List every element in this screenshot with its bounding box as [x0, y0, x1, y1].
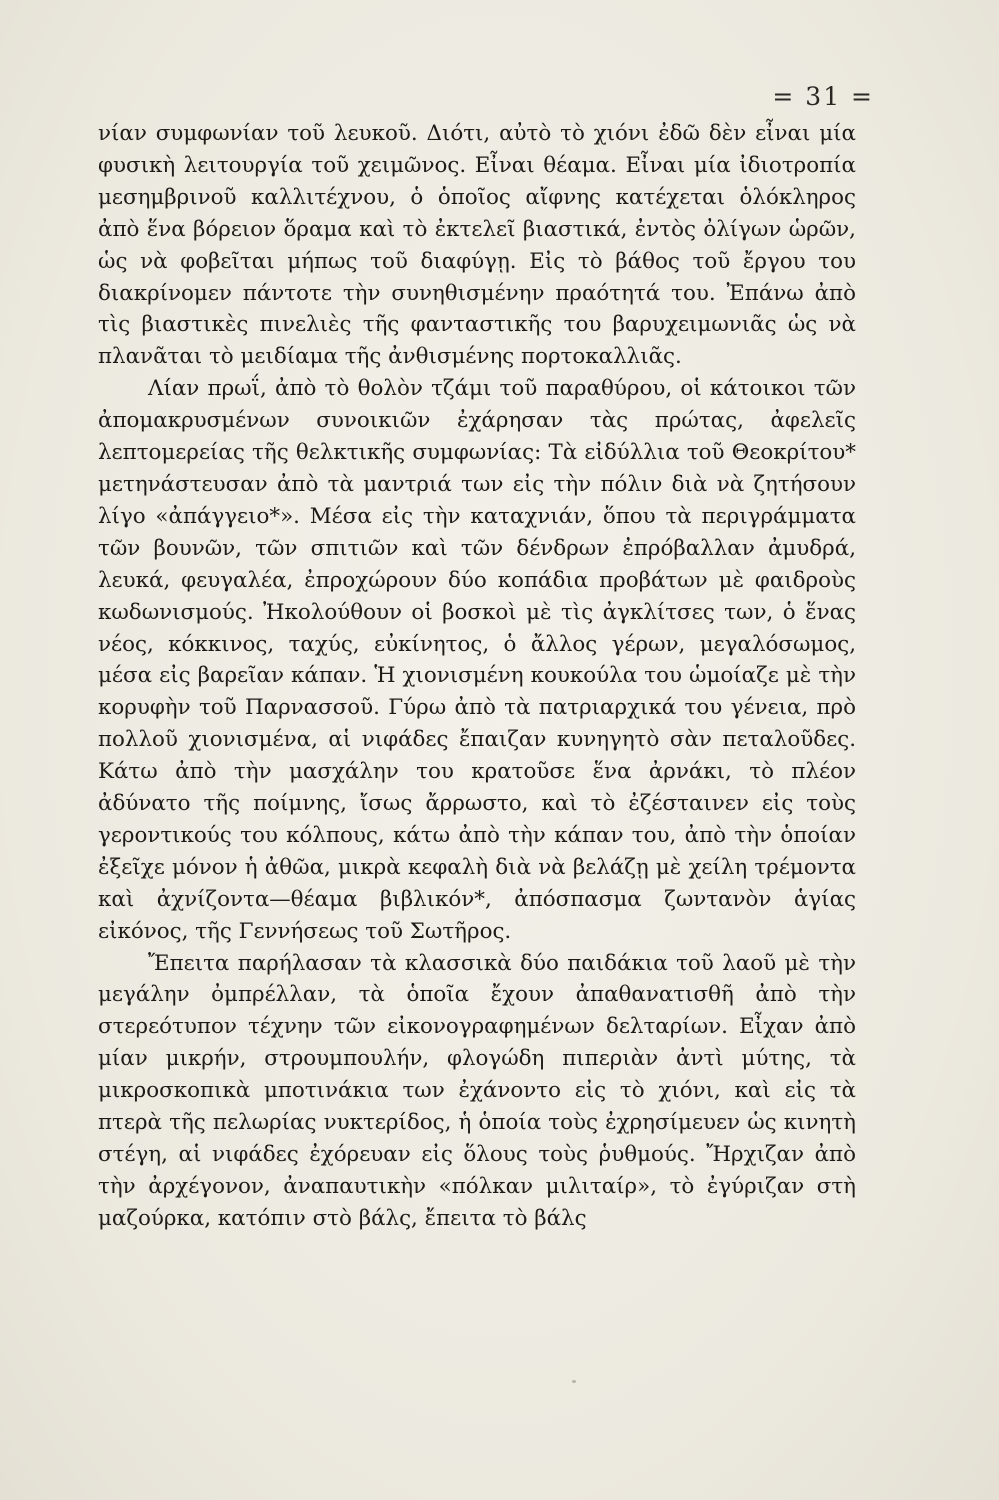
paragraph-3: Ἔπειτα παρήλασαν τὰ κλασσικὰ δύο παιδάκια τοῦ λαοῦ μὲ τὴν μεγάλην ὀμπρέλλαν, τὰ ὁποῖα ἔχουν ἀπαθανατισθῆ ἀπὸ τὴν στερεότυπον τέχνην τῶν εἰκονογραφημένων δελταρίων. Εἶχαν ἀπὸ μίαν μικρήν, στρουμπουλήν, φλογώδη πιπεριὰν ἀντὶ μύτης, τὰ μικροσκοπικὰ μποτινάκια των ἐχάνοντο εἰς τὸ χιόνι, καὶ εἰς τὰ πτερὰ τῆς πελωρίας νυκτερίδος, ἡ ὁποία τοὺς ἐχρησίμευεν ὡς κινητὴ στέγη, αἱ νιφάδες ἐχόρευαν εἰς ὅλους τοὺς ῥυθμούς. Ἤρχιζαν ἀπὸ τὴν ἀρχέγονον, ἀναπαυτικὴν «πόλκαν μιλιταίρ», τὸ ἐγύριζαν στὴ μαζούρκα, κατόπιν στὸ βάλς, ἔπειτα τὸ βάλς [98, 950, 856, 1231]
page-number: = 31 = [772, 82, 874, 111]
body-text [98, 118, 856, 1235]
paragraph-1: νίαν συμφωνίαν τοῦ λευκοῦ. Διότι, αὐτὸ τὸ χιόνι ἐδῶ δὲν εἶναι μία φυσικὴ λειτουργία τοῦ χειμῶνος. Εἶναι θέαμα. Εἶναι μία ἰδιοτροπία μεσημβρινοῦ καλλιτέχνου, ὁ ὁποῖος αἴφνης κατέχεται ὁλόκληρος ἀπὸ ἕνα βόρειον ὅραμα καὶ τὸ ἐκτελεῖ βιαστικά, ἐντὸς ὀλίγων ὡρῶν, ὡς νὰ φοβεῖται μήπως τοῦ διαφύγῃ. Εἰς τὸ βάθος τοῦ ἔργου του διακρίνομεν πάντοτε τὴν συνηθισμένην πραότητά του. Ἐπάνω ἀπὸ τὶς βιαστικὲς πινελιὲς τῆς φανταστικῆς του βαρυχειμωνιᾶς ὡς νὰ πλανᾶται τὸ μειδίαμα τῆς ἀνθισμένης πορτοκαλλιᾶς. [98, 121, 856, 370]
paragraph-2: Λίαν πρωΐ, ἀπὸ τὸ θολὸν τζάμι τοῦ παραθύρου, οἱ κάτοικοι τῶν ἀπομακρυσμένων συνοικιῶν ἐχάρησαν τὰς πρώτας, ἀφελεῖς λεπτομερείας τῆς θελκτικῆς συμφωνίας: Τὰ εἰδύλλια τοῦ Θεοκρίτου* μετηνάστευσαν ἀπὸ τὰ μαντριά των εἰς τὴν πόλιν διὰ νὰ ζητήσουν λίγο «ἀπάγγειο*». Μέσα εἰς τὴν καταχνιάν, ὅπου τὰ περιγράμματα τῶν βουνῶν, τῶν σπιτιῶν καὶ τῶν δένδρων ἐπρόβαλλαν ἀμυδρά, λευκά, φευγαλέα, ἐπροχώρουν δύο κοπάδια προβάτων μὲ φαιδροὺς κωδωνισμούς. Ἠκολούθουν οἱ βοσκοὶ μὲ τὶς ἀγκλίτσες των, ὁ ἕνας νέος, κόκκινος, ταχύς, εὐκίνητος, ὁ ἄλλος γέρων, μεγαλόσωμος, μέσα εἰς βαρεῖαν κάπαν. Ἡ χιονισμένη κουκούλα του ὡμοίαζε μὲ τὴν κορυφὴν τοῦ Παρνασσοῦ. Γύρω ἀπὸ τὰ πατριαρχικά του γένεια, πρὸ πολλοῦ χιονισμένα, αἱ νιφάδες ἔπαιζαν κυνηγητὸ σὰν πεταλοῦδες. Κάτω ἀπὸ τὴν μασχάλην του κρατοῦσε ἕνα ἀρνάκι, τὸ πλέον ἀδύνατο τῆς ποίμνης, ἴσως ἄρρωστο, καὶ τὸ ἐζέσταινεν εἰς τοὺς γεροντικούς του κόλπους, κάτω ἀπὸ τὴν κάπαν του, ἀπὸ τὴν ὁποίαν ἐξεῖχε μόνον ἡ ἀθῶα, μικρὰ κεφαλὴ διὰ νὰ βελάζῃ μὲ χείλη τρέμοντα καὶ ἀχνίζοντα—θέαμα βιβλικόν*, ἀπόσπασμα ζωντανὸν ἁγίας εἰκόνος, τῆς Γεννήσεως τοῦ Σωτῆρος. [98, 376, 856, 944]
paper-speck [572, 1380, 576, 1383]
